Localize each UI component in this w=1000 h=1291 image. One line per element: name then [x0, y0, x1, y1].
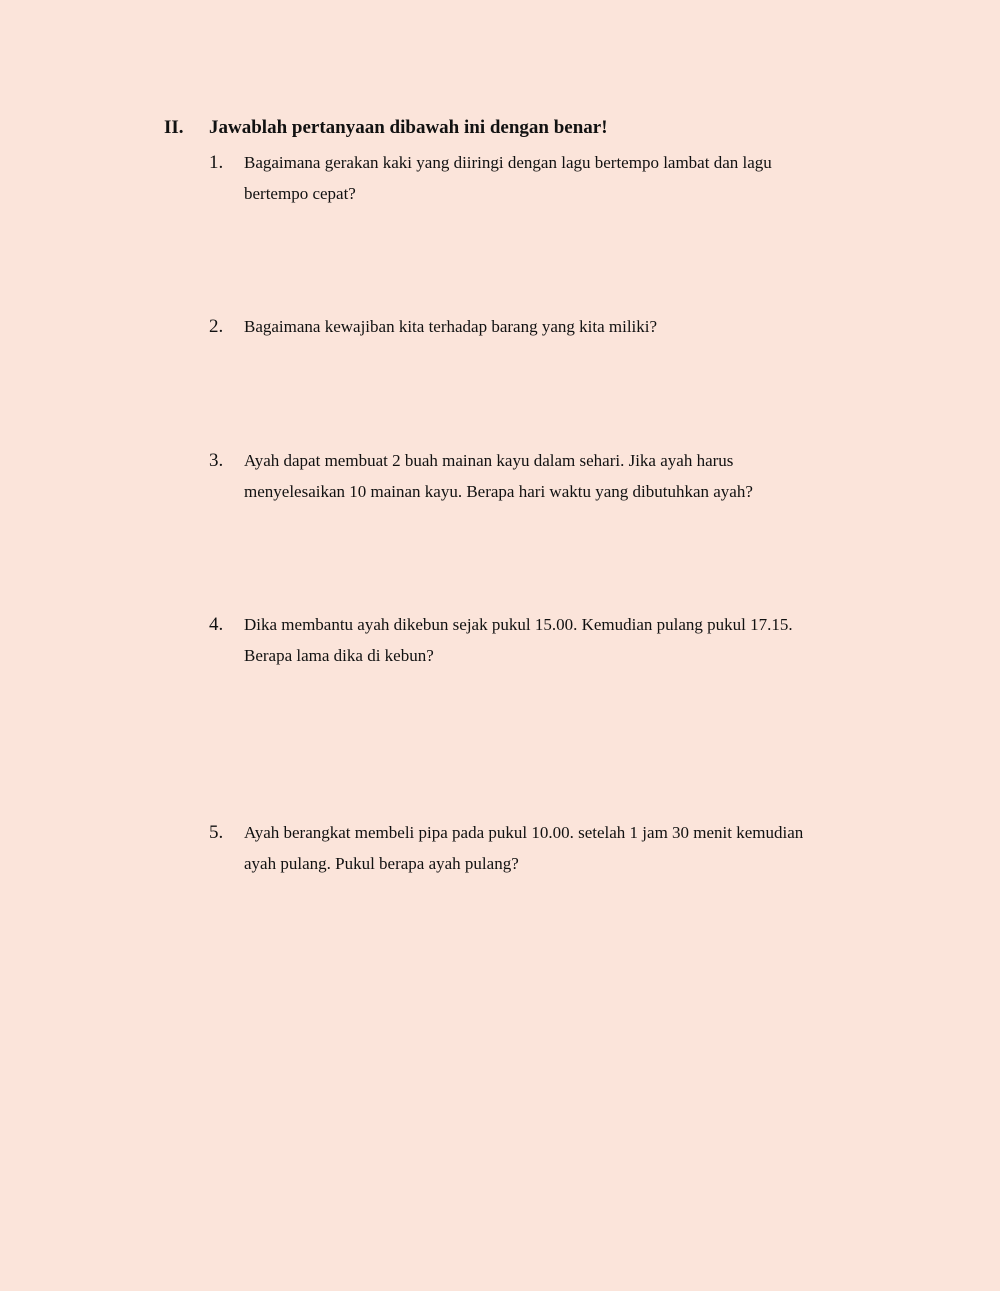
question-text: Dika membantu ayah dikebun sejak pukul 15.00. Kemudian pulang pukul 17.15. Berapa lama dika di kebun?: [244, 615, 793, 665]
question-text: Ayah dapat membuat 2 buah mainan kayu dalam sehari. Jika ayah harus menyelesaikan 10 mainan kayu. Berapa hari waktu yang dibutuhkan ayah?: [244, 451, 753, 501]
question-number: 1.: [209, 152, 224, 173]
question-text: Ayah berangkat membeli pipa pada pukul 10.00. setelah 1 jam 30 menit kemudian ayah pulang. Pukul berapa ayah pulang?: [244, 823, 804, 873]
question-number: 3.: [209, 450, 224, 471]
question-number: 5.: [209, 822, 224, 843]
section-numeral: II.: [164, 117, 184, 138]
section-title: Jawablah pertanyaan dibawah ini dengan benar!: [209, 117, 608, 138]
question-text: Bagaimana gerakan kaki yang diiringi dengan lagu bertempo lambat dan lagu bertempo cepat?: [244, 153, 772, 203]
question-number: 2.: [209, 316, 224, 337]
question-text: Bagaimana kewajiban kita terhadap barang yang kita miliki?: [244, 317, 658, 336]
question-number: 4.: [209, 614, 224, 635]
